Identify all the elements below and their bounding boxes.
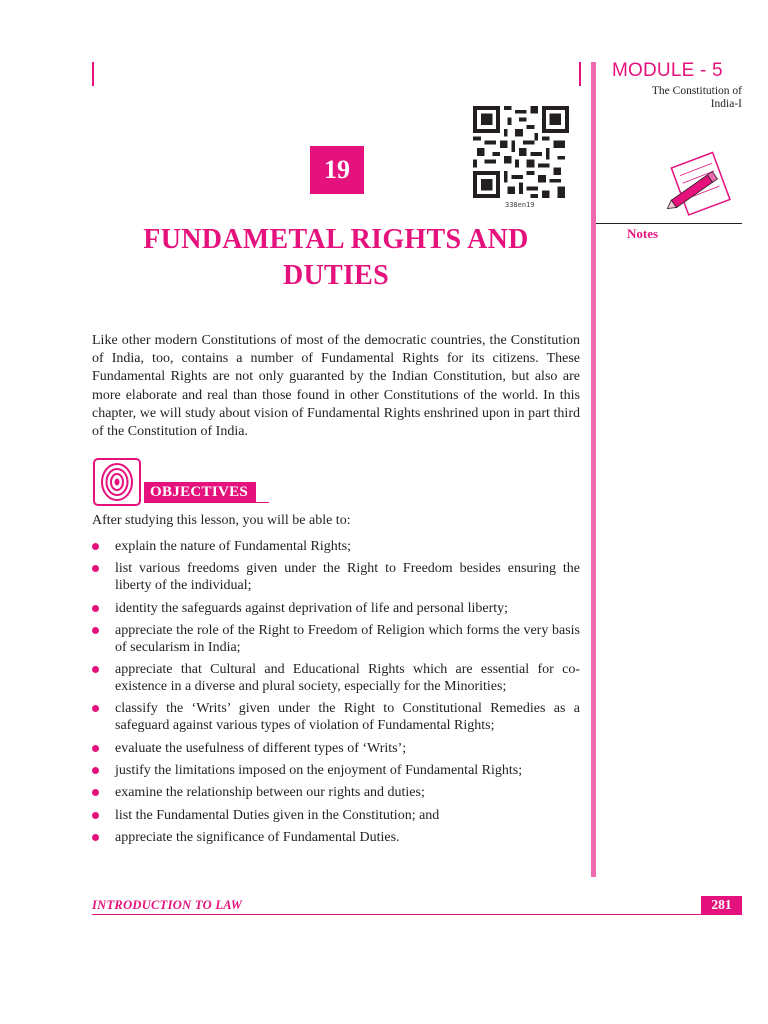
chapter-title — [92, 222, 580, 294]
intro-paragraph: Like other modern Constitutions of most of the democratic countries, the Constitution of India, too, contains a number of Fundamental Rights for its citizens. These Fundamental Rights are not only guaranted by the Indian Constitution, but also are more elaborate and real than those found in other Constitutions of the world. In this chapter, we will study about vision of Fundamental Rights enshrined upon in part third of the Constitution of India. — [92, 333, 580, 440]
objectives-rule — [144, 502, 269, 503]
objectives-heading: OBJECTIVES — [144, 482, 256, 502]
objective-item — [92, 661, 580, 695]
qr-code-icon — [472, 106, 570, 198]
bullet-icon — [92, 543, 99, 550]
objective-text: evaluate the usefulness of different types of ‘Writs’; — [115, 740, 407, 756]
objectives-lead: After studying this lesson, you will be able to: — [92, 513, 351, 528]
objective-text: classify the ‘Writs’ given under the Right to Constitutional Remedies as a safeguard against various types of violation of Fundamental Rights; — [115, 701, 580, 734]
footer-rule — [92, 914, 742, 915]
bullet-icon — [92, 666, 99, 673]
objective-text: appreciate the role of the Right to Freedom of Religion which forms the very basis of secularism in India; — [115, 622, 580, 655]
bullet-icon — [92, 565, 99, 572]
bullet-icon — [92, 705, 99, 712]
module-subtitle-line2: India-I — [710, 98, 742, 110]
chapter-title-line1: FUNDAMETAL RIGHTS AND — [143, 224, 529, 255]
notes-rule — [596, 223, 742, 224]
notes-label: Notes — [627, 226, 659, 241]
chapter-title-line2: DUTIES — [282, 260, 390, 291]
objective-item — [92, 600, 580, 617]
objective-item — [92, 762, 580, 779]
bullet-icon — [92, 767, 99, 774]
objective-text: list the Fundamental Duties given in the Constitution; and — [115, 807, 440, 823]
bullet-icon — [92, 812, 99, 819]
module-subtitle-line1: The Constitution of — [651, 85, 742, 97]
objectives-list — [92, 538, 580, 851]
objective-text: explain the nature of Fundamental Rights; — [115, 539, 352, 554]
objective-item — [92, 622, 580, 656]
bullet-icon — [92, 834, 99, 841]
qr-code-label: 338en19 — [505, 201, 535, 209]
objective-text: list various freedoms given under the Right to Freedom besides ensuring the liberty of the individual; — [115, 561, 580, 594]
header-tick-left — [92, 62, 94, 86]
footer-course-title: INTRODUCTION TO LAW — [92, 898, 243, 912]
chapter-number: 19 — [310, 146, 364, 194]
objective-text: examine the relationship between our rights and duties; — [115, 785, 425, 801]
objective-item — [92, 784, 580, 801]
objective-item — [92, 740, 580, 757]
objective-text: appreciate the significance of Fundamental Duties. — [115, 829, 400, 845]
target-icon — [93, 458, 141, 506]
page-number: 281 — [701, 896, 742, 914]
objective-item — [92, 700, 580, 734]
notepad-pencil-icon — [660, 150, 740, 220]
header-tick-right — [579, 62, 581, 86]
objective-item — [92, 560, 580, 594]
bullet-icon — [92, 789, 99, 796]
module-subtitle — [600, 85, 742, 111]
objective-item — [92, 538, 580, 555]
bullet-icon — [92, 745, 99, 752]
objective-item — [92, 829, 580, 846]
module-title: MODULE - 5 — [612, 60, 723, 81]
bullet-icon — [92, 605, 99, 612]
margin-rule — [591, 62, 596, 877]
objective-text: identity the safeguards against deprivation of life and personal liberty; — [115, 600, 509, 616]
objective-text: appreciate that Cultural and Educational Rights which are essential for co-existence in a diverse and plural society, especially for the Minorities; — [115, 662, 580, 695]
bullet-icon — [92, 627, 99, 634]
objective-item — [92, 807, 580, 824]
objective-text: justify the limitations imposed on the enjoyment of Fundamental Rights; — [115, 763, 523, 779]
